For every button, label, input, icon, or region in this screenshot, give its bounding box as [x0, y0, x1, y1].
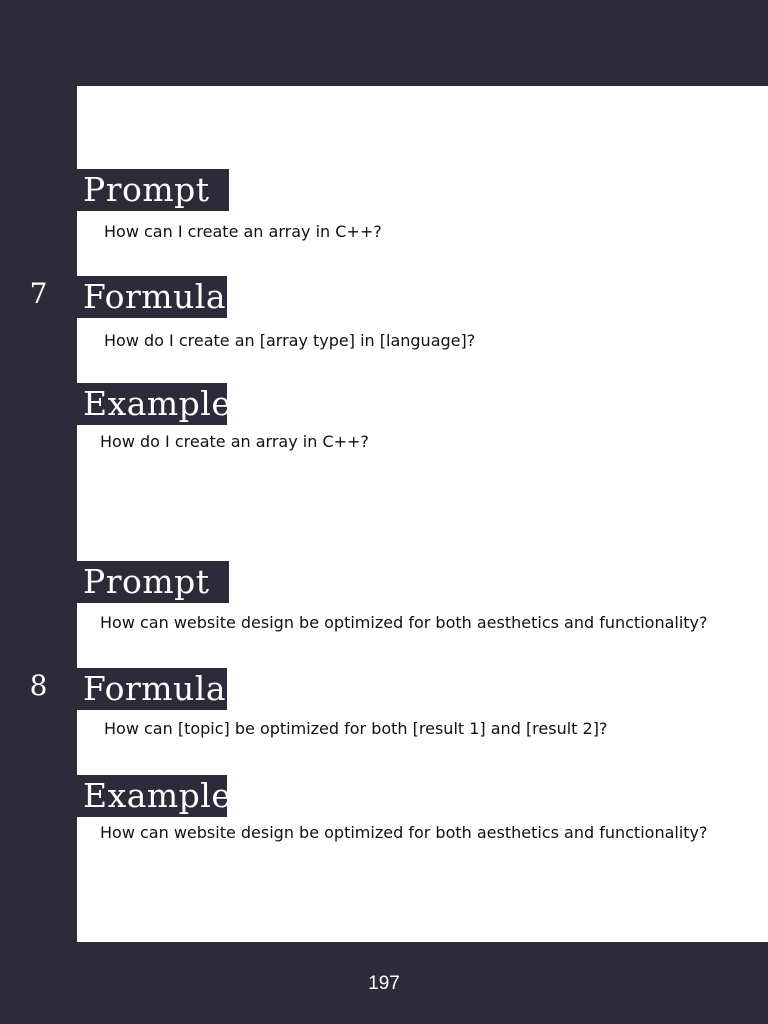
prompt-text-7: How can I create an array in C++? [104, 222, 382, 241]
formula-text-8: How can [topic] be optimized for both [result 1] and [result 2]? [104, 719, 608, 738]
example-text-8: How can website design be optimized for both aesthetics and functionality? [100, 823, 708, 842]
prompt-text-8: How can website design be optimized for both aesthetics and functionality? [100, 613, 708, 632]
entry-number-8: 8 [29, 669, 48, 702]
page-number: 197 [368, 973, 400, 994]
formula-label-8: Formula [77, 668, 227, 710]
example-label-7: Example [77, 383, 227, 425]
formula-label-7: Formula [77, 276, 227, 318]
prompt-label-7: Prompt [77, 169, 229, 211]
formula-text-7: How do I create an [array type] in [language]? [104, 331, 476, 350]
entry-number-7: 7 [29, 277, 48, 310]
example-label-8: Example [77, 775, 227, 817]
prompt-label-8: Prompt [77, 561, 229, 603]
example-text-7: How do I create an array in C++? [100, 432, 369, 451]
